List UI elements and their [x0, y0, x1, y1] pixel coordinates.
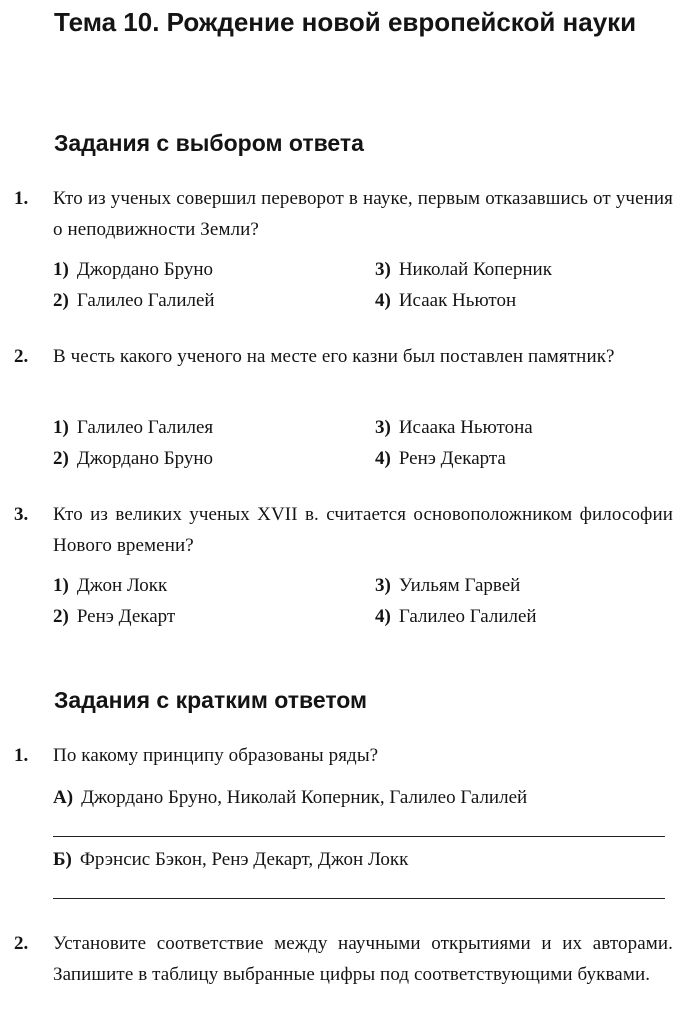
answer-option: 2) Ренэ Декарт — [53, 606, 176, 627]
question-number: 1. — [14, 745, 29, 766]
answer-option: 1) Джон Локк — [53, 575, 168, 596]
answer-option: 3) Исаака Ньютона — [375, 417, 533, 438]
answer-line[interactable] — [53, 836, 665, 837]
answer-option: 4) Галилео Галилей — [375, 606, 537, 627]
question-text: Кто из великих ученых XVII в. считается основоположником философии Нового времени? — [53, 504, 673, 556]
section-heading-choice: Задания с выбором ответа — [54, 130, 364, 156]
answer-option: 1) Джордано Бруно — [53, 259, 214, 280]
answer-option: 1) Галилео Галилея — [53, 417, 214, 438]
series-row: А) Джордано Бруно, Николай Коперник, Галилео Галилей — [53, 787, 528, 808]
question-number: 2. — [14, 346, 29, 367]
question-text: В честь какого ученого на месте его казни был поставлен памятник? — [53, 346, 615, 367]
answer-line[interactable] — [53, 898, 665, 899]
question-text: По какому принципу образованы ряды? — [53, 745, 379, 766]
question-text: Кто из ученых совершил переворот в науке, первым отказавшись от учения о неподвижности Земли? — [53, 188, 673, 240]
question-number: 2. — [14, 933, 29, 954]
answer-option: 4) Ренэ Декарта — [375, 448, 506, 469]
section-heading-short: Задания с кратким ответом — [54, 687, 368, 713]
series-row: Б) Фрэнсис Бэкон, Ренэ Декарт, Джон Локк — [53, 849, 409, 870]
answer-option: 3) Николай Коперник — [375, 259, 552, 280]
page-title: Тема 10. Рождение новой европейской науки — [54, 7, 637, 37]
answer-option: 2) Джордано Бруно — [53, 448, 214, 469]
answer-option: 3) Уильям Гарвей — [375, 575, 521, 596]
question-number: 1. — [14, 188, 29, 209]
answer-option: 2) Галилео Галилей — [53, 290, 215, 311]
question-number: 3. — [14, 504, 29, 525]
answer-option: 4) Исаак Ньютон — [375, 290, 517, 311]
question-text: Установите соответствие между научными открытиями и их авторами. Запишите в таблицу выбранные цифры под соответствующими буквами. — [53, 933, 673, 985]
